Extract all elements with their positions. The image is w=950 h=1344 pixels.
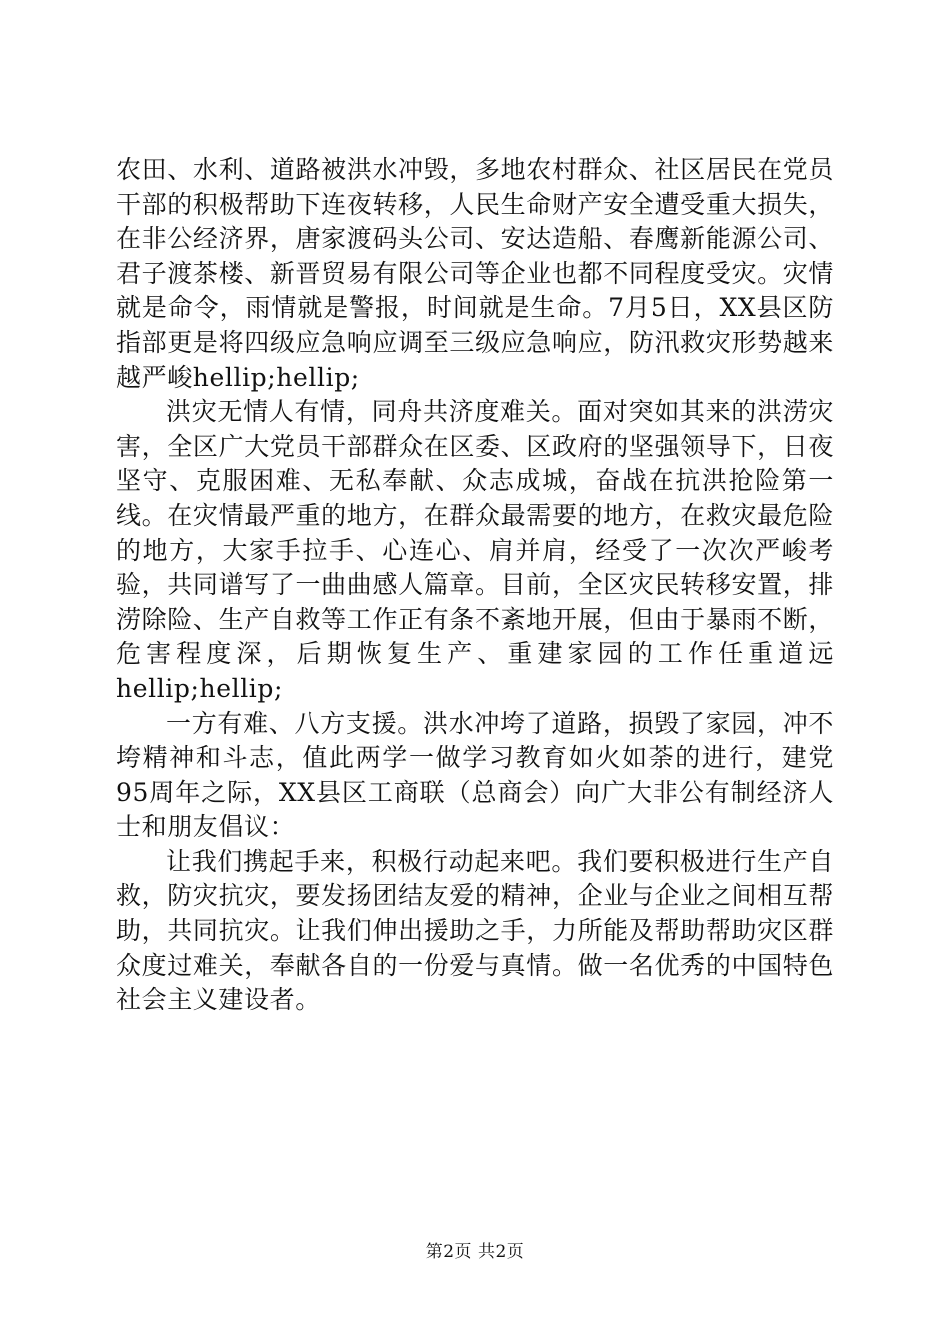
- paragraph-3: 一方有难、八方支援。洪水冲垮了道路，损毁了家园，冲不垮精神和斗志，值此两学一做学习教育如火如荼的进行，建党95周年之际，XX县区工商联（总商会）向广大非公有制经济人士和朋友倡议：: [116, 708, 834, 842]
- page-number-footer: 第2页 共2页: [425, 1242, 525, 1262]
- paragraph-2: 洪灾无情人有情，同舟共济度难关。面对突如其来的洪涝灾害，全区广大党员干部群众在区委、区政府的坚强领导下，日夜坚守、克服困难、无私奉献、众志成城，奋战在抗洪抢险第一线。在灾情最严重的地方，在群众最需要的地方，在救灾最危险的地方，大家手拉手、心连心、肩并肩，经受了一次次严峻考验，共同谱写了一曲曲感人篇章。目前，全区灾民转移安置，排涝除险、生产自救等工作正有条不紊地开展，但由于暴雨不断，危害程度深，后期恢复生产、重建家园的工作任重道远hellip;hellip;: [116, 397, 834, 703]
- document-body: [116, 153, 834, 1018]
- paragraph-1: 农田、水利、道路被洪水冲毁，多地农村群众、社区居民在党员干部的积极帮助下连夜转移，人民生命财产安全遭受重大损失，在非公经济界，唐家渡码头公司、安达造船、春鹰新能源公司、君子渡茶楼、新晋贸易有限公司等企业也都不同程度受灾。灾情就是命令，雨情就是警报，时间就是生命。7月5日，XX县区防指部更是将四级应急响应调至三级应急响应，防汛救灾形势越来越严峻hellip;hellip;: [116, 155, 834, 392]
- paragraph-4: 让我们携起手来，积极行动起来吧。我们要积极进行生产自救，防灾抗灾，要发扬团结友爱的精神，企业与企业之间相互帮助，共同抗灾。让我们伸出援助之手，力所能及帮助帮助灾区群众度过难关，奉献各自的一份爱与真情。做一名优秀的中国特色社会主义建设者。: [116, 846, 834, 1015]
